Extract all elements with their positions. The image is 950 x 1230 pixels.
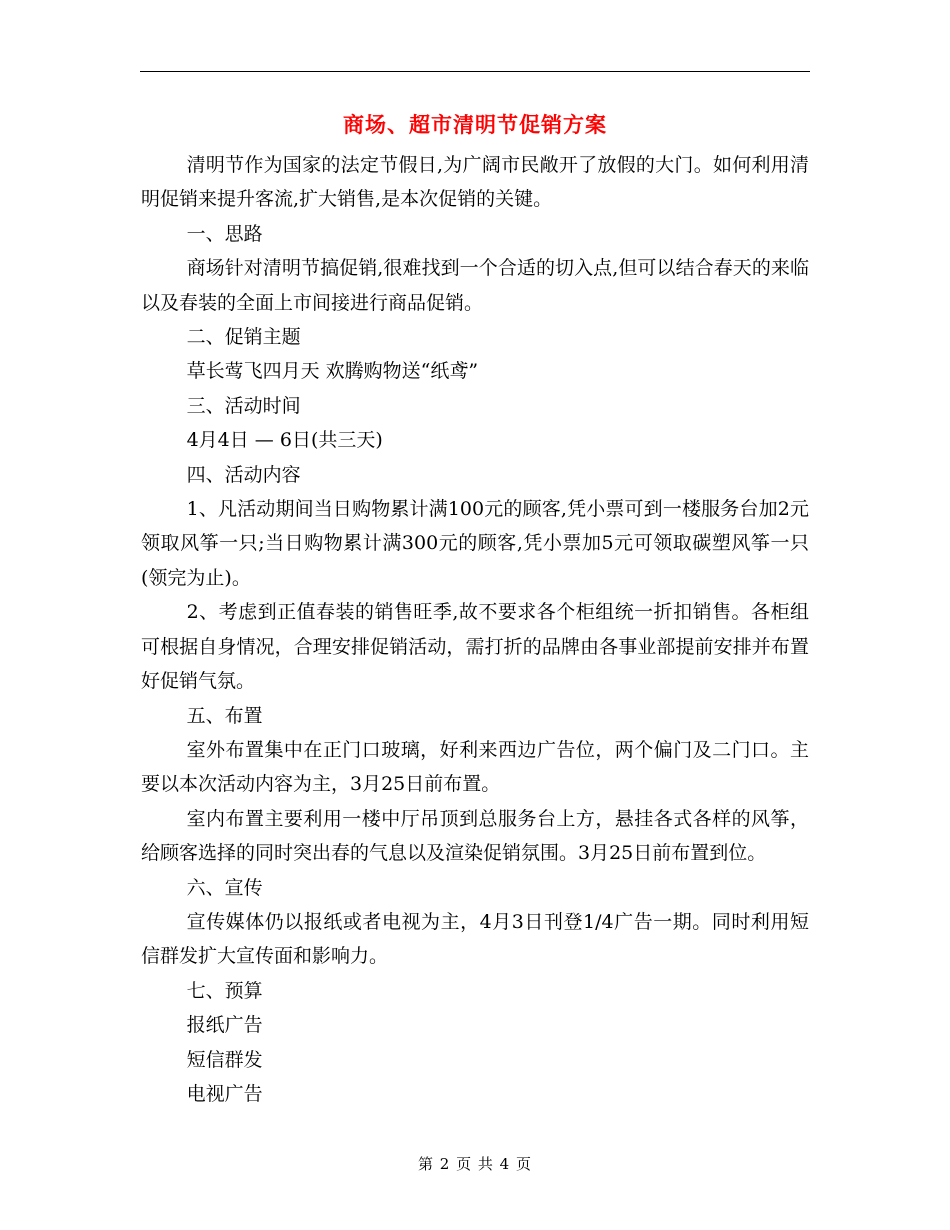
budget-item-tv: 电视广告 [186, 1082, 263, 1105]
content-item-1: 1、凡活动期间当日购物累计满100元的顾客,凭小票可到一楼服务台加2元领取风筝一只;当日购物累计满300元的顾客,凭小票加5元可领取碳塑风筝一只(领完为止)。 [141, 498, 809, 589]
page-number: 第 2 页 共 4 页 [418, 1155, 532, 1173]
document-title: 商场、超市清明节促销方案 [343, 113, 607, 137]
section-heading-time: 三、活动时间 [186, 394, 301, 417]
approach-paragraph: 商场针对清明节搞促销,很难找到一个合适的切入点,但可以结合春天的来临以及春装的全面上市间接进行商品促销。 [141, 257, 809, 314]
section-heading-approach: 一、思路 [186, 222, 263, 245]
section-heading-theme: 二、促销主题 [186, 326, 301, 349]
document-body [141, 148, 809, 1111]
section-heading-layout: 五、布置 [186, 704, 263, 727]
header-rule [140, 71, 810, 72]
section-heading-budget: 七、预算 [186, 979, 263, 1002]
intro-paragraph: 清明节作为国家的法定节假日,为广阔市民敞开了放假的大门。如何利用清明促销来提升客流,扩大销售,是本次促销的关键。 [141, 154, 809, 211]
time-paragraph: 4月4日 — 6日(共三天) [186, 429, 383, 452]
indoor-layout-paragraph: 室内布置主要利用一楼中厅吊顶到总服务台上方，悬挂各式各样的风筝，给顾客选择的同时突出春的气息以及渲染促销氛围。3月25日前布置到位。 [141, 807, 809, 865]
budget-item-sms: 短信群发 [186, 1048, 263, 1071]
theme-paragraph: 草长莺飞四月天 欢腾购物送“纸鸢” [186, 360, 479, 383]
section-heading-publicity: 六、宣传 [186, 876, 263, 899]
content-item-2: 2、考虑到正值春装的销售旺季,故不要求各个柜组统一折扣销售。各柜组可根据自身情况，合理安排促销活动，需打折的品牌由各事业部提前安排并布置好促销气氛。 [141, 601, 809, 693]
outdoor-layout-paragraph: 室外布置集中在正门口玻璃，好利来西边广告位，两个偏门及二门口。主要以本次活动内容为主，3月25日前布置。 [141, 738, 809, 796]
budget-item-newspaper: 报纸广告 [186, 1014, 263, 1037]
publicity-paragraph: 宣传媒体仍以报纸或者电视为主，4月3日刊登1/4广告一期。同时利用短信群发扩大宣传面和影响力。 [141, 910, 809, 968]
section-heading-content: 四、活动内容 [186, 463, 301, 486]
